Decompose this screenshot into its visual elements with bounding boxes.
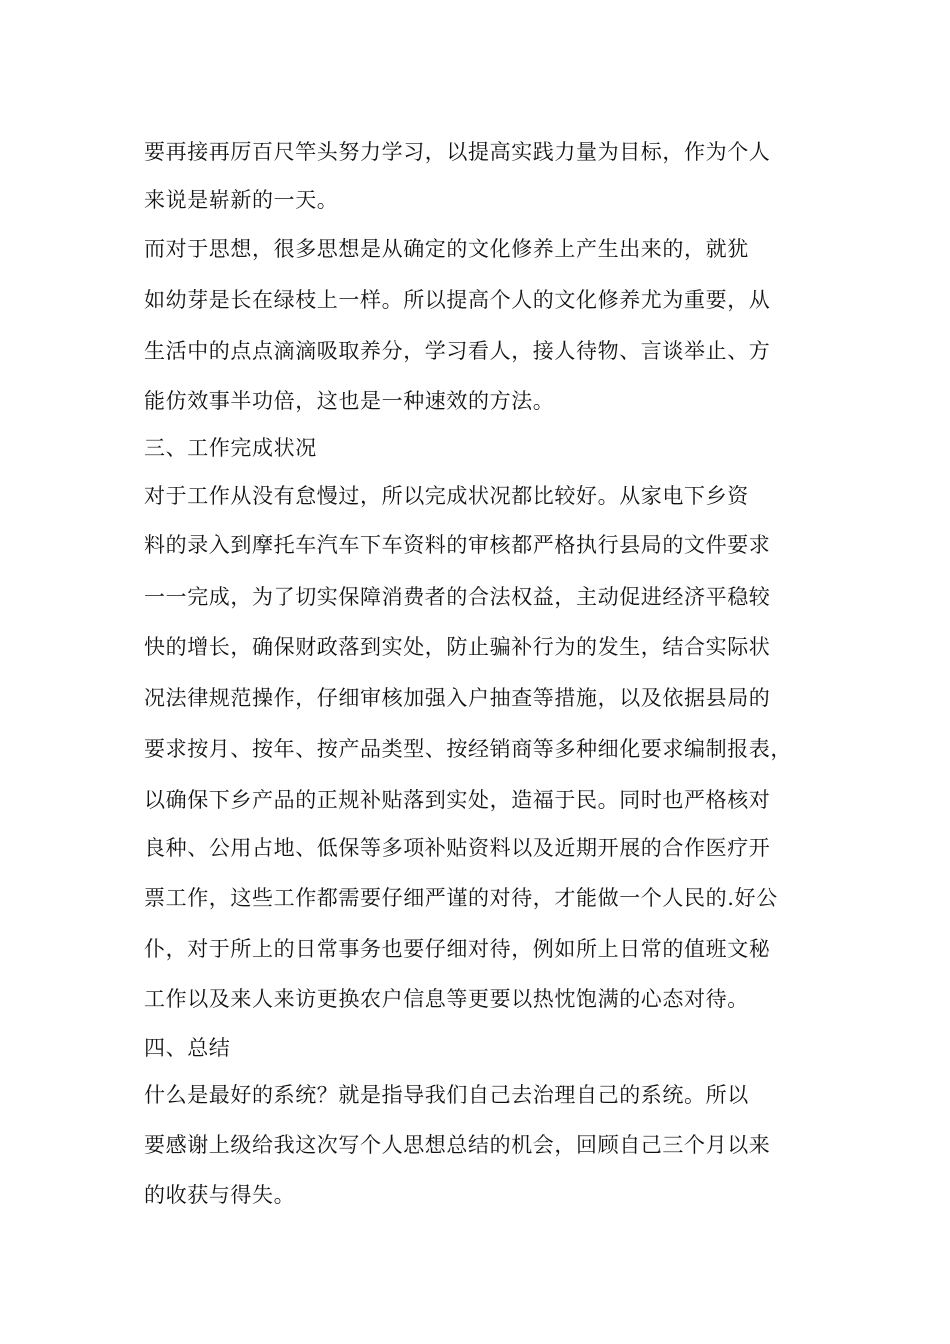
text-line: 生活中的点点滴滴吸取养分，学习看人，接人待物、言谈举止、方 <box>144 339 771 363</box>
text-line: 快的增长，确保财政落到实处，防止骗补行为的发生，结合实际状 <box>144 635 771 659</box>
text-line: 来说是崭新的一天。 <box>144 188 339 212</box>
text-line: 要感谢上级给我这次写个人思想总结的机会，回顾自己三个月以来 <box>144 1133 771 1157</box>
text-line: 能仿效事半功倍，这也是一种速效的方法。 <box>144 389 555 413</box>
text-line: 仆，对于所上的日常事务也要仔细对待，例如所上日常的值班文秘 <box>144 937 771 961</box>
text-line: 的收获与得失。 <box>144 1183 296 1207</box>
text-line: 而对于思想，很多思想是从确定的文化修养上产生出来的，就犹 <box>144 237 749 261</box>
text-line: 如幼芽是长在绿枝上一样。所以提高个人的文化修养尤为重要，从 <box>144 288 771 312</box>
section-heading: 三、工作完成状况 <box>144 436 317 460</box>
text-line: 以确保下乡产品的正规补贴落到实处，造福于民。同时也严格核对 <box>144 788 771 812</box>
text-line: 工作以及来人来访更换农户信息等更要以热忱饱满的心态对待。 <box>144 987 749 1011</box>
text-line: 一一完成，为了切实保障消费者的合法权益，主动促进经济平稳较 <box>144 585 771 609</box>
text-line: 要再接再厉百尺竿头努力学习，以提高实践力量为目标，作为个人 <box>144 140 771 164</box>
section-heading: 四、总结 <box>144 1036 231 1060</box>
text-line: 要求按月、按年、按产品类型、按经销商等多种细化要求编制报表， <box>144 737 792 761</box>
text-line: 况法律规范操作，仔细审核加强入户抽查等措施，以及依据县局的 <box>144 686 771 710</box>
text-line: 对于工作从没有怠慢过，所以完成状况都比较好。从家电下乡资 <box>144 484 749 508</box>
text-line: 什么是最好的系统？就是指导我们自己去治理自己的系统。所以 <box>144 1083 749 1107</box>
text-line: 料的录入到摩托车汽车下车资料的审核都严格执行县局的文件要求 <box>144 533 771 557</box>
text-line: 良种、公用占地、低保等多项补贴资料以及近期开展的合作医疗开 <box>144 836 771 860</box>
text-line: 票工作，这些工作都需要仔细严谨的对待，才能做一个人民的.好公 <box>144 886 778 910</box>
